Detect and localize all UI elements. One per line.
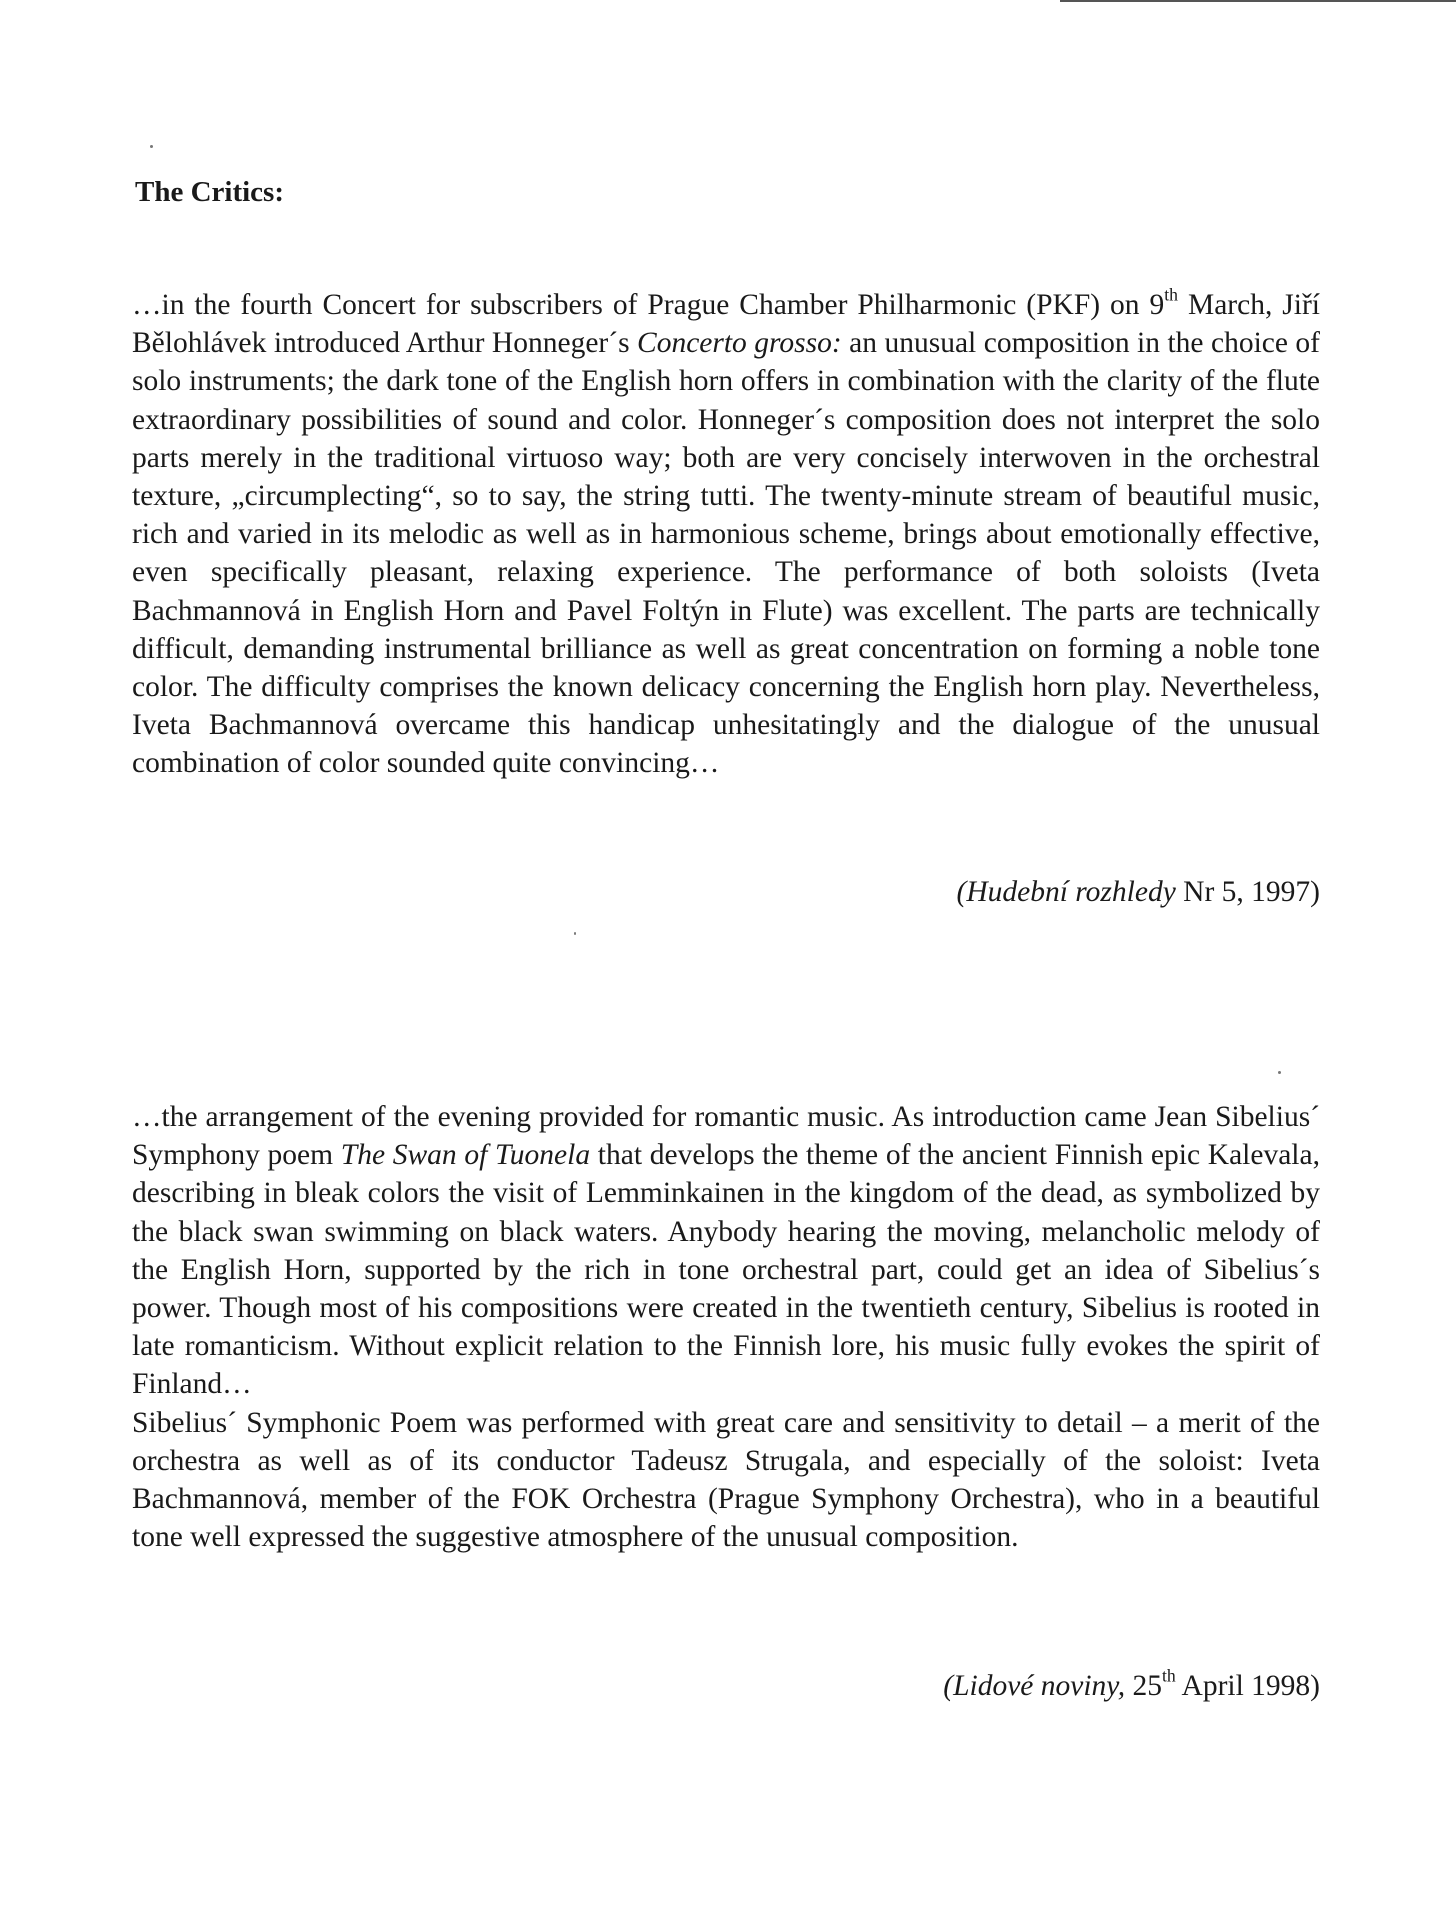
- review-hudebni-rozhledy: [132, 286, 1320, 783]
- review-text: …the arrangement of the evening provided for romantic music. As introduction came Jean Sibelius´ Symphony poem: [132, 1101, 1320, 1172]
- scan-speck: [150, 145, 153, 148]
- review-text: that develops the theme of the ancient Finnish epic Kalevala, describing in bleak colors the visit of Lemminkainen in the kingdom of the dead, as symbolized by the black swan swimming on black waters. Anybody hearing the moving, melancholic melody of the English Horn, supported by the rich in tone orchestral part, could get an idea of Sibelius´s power. Though most of his compositions were created in the twentieth century, Sibelius is rooted in late romanticism. Without explicit relation to the Finnish lore, his music fully evokes the spirit of Finland…: [132, 1139, 1320, 1401]
- source-open: (: [956, 876, 967, 908]
- work-title: Concerto grosso:: [637, 327, 842, 360]
- source-detail: Nr 5, 1997): [1175, 876, 1320, 908]
- source-title: (Lidové noviny,: [943, 1670, 1126, 1702]
- work-title: The Swan of Tuonela: [340, 1139, 591, 1172]
- superscript: th: [1164, 284, 1179, 305]
- review-text: March, Jiří Bělohlávek introduced Arthur Honneger´s: [132, 289, 1321, 360]
- page-heading: The Critics:: [135, 176, 284, 208]
- source-detail: April 1998): [1175, 1670, 1320, 1702]
- superscript: th: [1162, 1665, 1176, 1686]
- scan-edge-line: [1060, 0, 1456, 2]
- review-lidove-noviny: [132, 1098, 1320, 1556]
- review-text: Sibelius´ Symphonic Poem was performed with great care and sensitivity to detail – a merit of the orchestra as well as of its conductor Tadeusz Strugala, and especially of the soloist: Iveta Bachmannová, member of the FOK Orchestra (Prague Symphony Orchestra), who in a beautiful tone well expressed the suggestive atmosphere of the unusual composition.: [132, 1406, 1320, 1554]
- review-paragraph: [132, 286, 1320, 783]
- source-title: Hudební rozhledy: [966, 876, 1176, 908]
- scan-speck: [1278, 1071, 1281, 1074]
- review-source-citation: [943, 1665, 1320, 1703]
- review-paragraph: [132, 1404, 1320, 1557]
- review-text: an unusual composition in the choice of solo instruments; the dark tone of the English horn offers in combination with the clarity of the flute extraordinary possibilities of sound and color. Honneger´s composition does not interpret the solo parts merely in the traditional virtuoso way; both are very concisely interwoven in the orchestral texture, „circumplecting“, so to say, the string tutti. The twenty-minute stream of beautiful music, rich and varied in its melodic as well as in harmonious scheme, brings about emotionally effective, even specifically pleasant, relaxing experience. The performance of both soloists (Iveta Bachmannová in English Horn and Pavel Foltýn in Flute) was excellent. The parts are technically difficult, demanding instrumental brilliance as well as great concentration on forming a noble tone color. The difficulty comprises the known delicacy concerning the English horn play. Nevertheless, Iveta Bachmannová overcame this handicap unhesitatingly and the dialogue of the unusual combination of color sounded quite convincing…: [132, 327, 1320, 780]
- review-paragraph: [132, 1098, 1320, 1404]
- review-source-citation: [957, 876, 1321, 909]
- scan-speck: [574, 932, 576, 935]
- review-text: …in the fourth Concert for subscribers of Prague Chamber Philharmonic (PKF) on 9: [132, 289, 1165, 321]
- source-date: 25: [1125, 1670, 1163, 1702]
